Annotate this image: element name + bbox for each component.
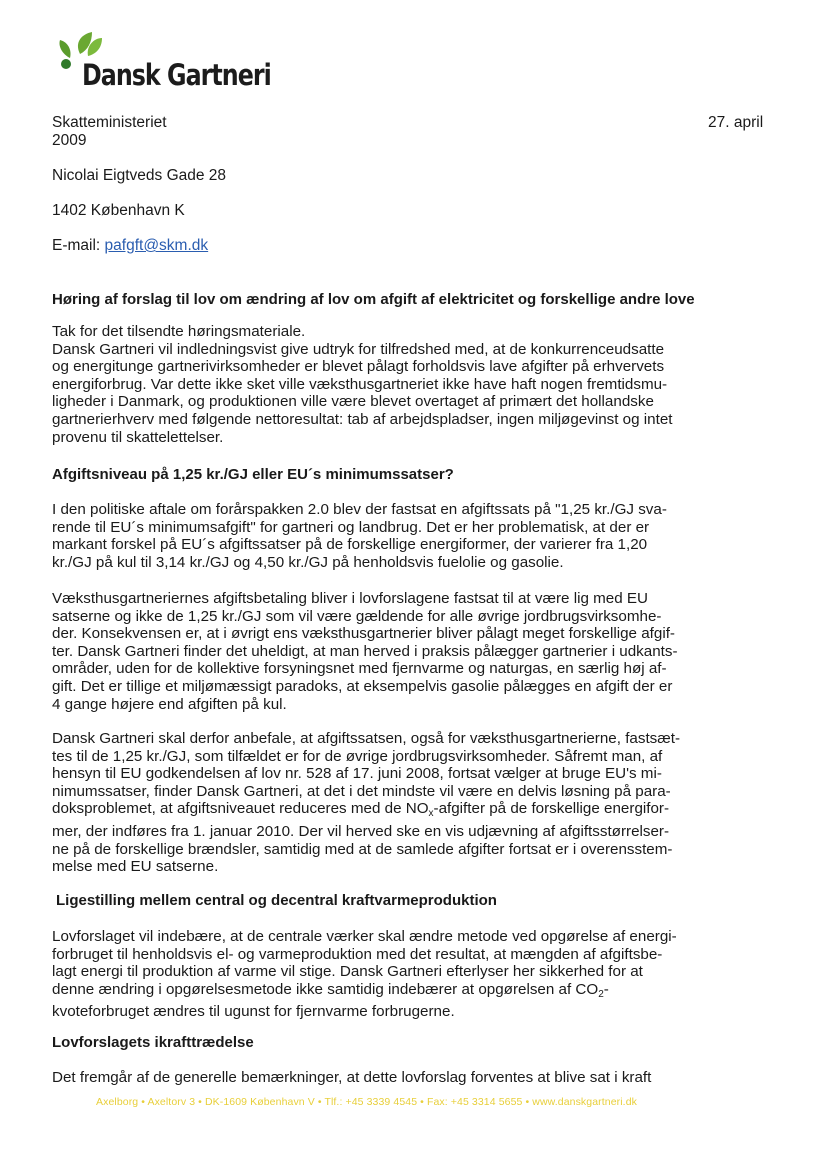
text-line: ter. Dansk Gartneri finder det uheldigt, at man herved i praksis pålægger gartnerier i udkants- <box>52 642 678 660</box>
text-line: Det fremgår af de generelle bemærkninger, at dette lovforslag forventes at blive sat i kraft <box>52 1069 652 1086</box>
text-line: områder, uden for de kollektive forsyningsnet med fjernvarme og naturgas, en særlig høj af- <box>52 660 667 678</box>
section2-paragraph-1 <box>52 928 778 1021</box>
text-line: hensyn til EU godkendelsen af lov nr. 528 af 17. juni 2008, fortsat vælger at bruge EU's mi- <box>52 765 662 783</box>
text-line: Dansk Gartneri vil indledningsvist give udtryk for tilfredshed med, at de konkurrenceudsatte <box>52 340 665 358</box>
text-line: og energitunge gartnerivirksomheder er blevet pålagt forholdsvis lave afgifter på erhvervets <box>52 358 665 376</box>
text-line: energiforbrug. Var dette ikke sket ville væksthusgartneriet ikke have haft nogen fremtidsmu- <box>52 375 668 393</box>
text-line: I den politiske aftale om forårspakken 2.0 blev der fastsat en afgiftssats på "1,25 kr./GJ sva- <box>52 501 667 518</box>
section-heading-2: Ligestilling mellem central og decentral kraftvarmeproduktion <box>56 892 497 909</box>
text-line: der. Konsekvensen er, at i øvrigt ens væksthusgartnerier bliver pålagt meget forskellige afgif- <box>52 625 675 643</box>
recipient-year: 2009 <box>52 132 87 149</box>
text-line: forbruget til henholdsvis el- og varmeproduktion med det resultat, at mængden af afgiftsbe- <box>52 945 663 963</box>
text-line: kvoteforbruget ændres til ugunst for fjernvarme forbrugerne. <box>52 1003 455 1021</box>
email-label: E-mail: <box>52 237 101 254</box>
logo-text: Dansk Gartneri <box>82 58 271 92</box>
section3-paragraph-1 <box>52 1069 778 1087</box>
text-line: provenu til skattelettelser. <box>52 428 224 446</box>
text-line: nimumssatser, finder Dansk Gartneri, at det i det mindste vil være en delvis løsning på para- <box>52 782 671 800</box>
section-heading-1: Afgiftsniveau på 1,25 kr./GJ eller EU´s minimumssatser? <box>52 466 454 483</box>
text-line: kr./GJ på kul til 3,14 kr./GJ og 4,50 kr./GJ på henholdsvis fuelolie og gasolie. <box>52 553 564 571</box>
section1-paragraph-2 <box>52 590 778 713</box>
recipient-street: Nicolai Eigtveds Gade 28 <box>52 167 227 184</box>
text-line: markant forskel på EU´s afgiftssatser på de forskellige energiformer, der varierer fra 1,20 <box>52 536 648 554</box>
company-logo <box>52 28 292 94</box>
recipient-email-line <box>52 237 208 255</box>
text-line: ne på de forskellige brændsler, samtidig med at de samlede afgifter fortsat er i overensstem- <box>52 840 673 858</box>
recipient-name: Skatteministeriet <box>52 114 167 131</box>
text-line: satserne og ikke de 1,25 kr./GJ som vil være gældende for alle øvrige jordbrugsvirksomhe- <box>52 607 662 625</box>
text-segment: denne ændring i opgørelsesmetode ikke samtidig indebærer at opgørelsen af CO <box>52 980 599 998</box>
text-line: gift. Det er tillige et miljømæssigt paradoks, at eksempelvis gasolie pålægges en afgift der er <box>52 677 673 695</box>
text-line: rende til EU´s minimumsafgift" for gartneri og landbrug. Det er her problematisk, at der er <box>52 518 650 536</box>
text-line: lagt energi til produktion af varme vil stige. Dansk Gartneri efterlyser her sikkerhed for at <box>52 963 643 981</box>
text-line <box>52 981 778 1004</box>
text-line: Dansk Gartneri skal derfor anbefale, at afgiftssatsen, også for væksthusgartnerierne, fastsæt- <box>52 730 681 747</box>
section1-paragraph-3 <box>52 730 778 876</box>
text-line: Lovforslaget vil indebære, at de centrale værker skal ændre metode ved opgørelse af energi- <box>52 928 677 945</box>
letterhead-footer: Axelborg • Axeltorv 3 • DK-1609 København V • Tlf.: +45 3339 4545 • Fax: +45 3314 5655 • www.danskgartneri.dk <box>96 1096 637 1108</box>
section-heading-3: Lovforslagets ikrafttrædelse <box>52 1034 254 1051</box>
text-line <box>52 800 778 823</box>
text-segment: doksproblemet, at afgiftsniveauet reduceres med de NO <box>52 800 429 818</box>
letter-date: 27. april <box>708 114 764 131</box>
text-line: melse med EU satserne. <box>52 858 219 876</box>
text-line: tes til de 1,25 kr./GJ, som tilfældet er for de øvrige jordbrugsvirksomheder. Såfremt man, af <box>52 747 663 765</box>
subscript: x <box>428 808 434 820</box>
intro-paragraph <box>52 323 778 446</box>
text-segment: - <box>603 980 609 998</box>
text-segment: -afgifter på de forskellige energifor- <box>433 800 670 818</box>
text-line: 4 gange højere end afgiften på kul. <box>52 695 287 713</box>
text-line: mer, der indføres fra 1. januar 2010. Der vil herved ske en vis udjævning af afgiftsstørrelser- <box>52 822 670 840</box>
text-line: gartnerierhverv med følgende nettoresultat: tab af arbejdspladser, ingen miljøgevinst og intet <box>52 410 673 428</box>
subscript: 2 <box>598 988 604 1000</box>
text-line: Væksthusgartneriernes afgiftsbetaling bliver i lovforslagene fastsat til at være lig med EU <box>52 590 648 607</box>
recipient-city: 1402 København K <box>52 202 185 219</box>
text-line: Tak for det tilsendte høringsmateriale. <box>52 323 306 340</box>
letter-title: Høring af forslag til lov om ændring af lov om afgift af elektricitet og forskellige andre love <box>52 291 695 308</box>
section1-paragraph-1 <box>52 501 778 571</box>
email-link[interactable]: pafgft@skm.dk <box>104 237 209 254</box>
text-line: ligheder i Danmark, og produktionen ville være blevet overtaget af primært det hollandske <box>52 393 654 411</box>
